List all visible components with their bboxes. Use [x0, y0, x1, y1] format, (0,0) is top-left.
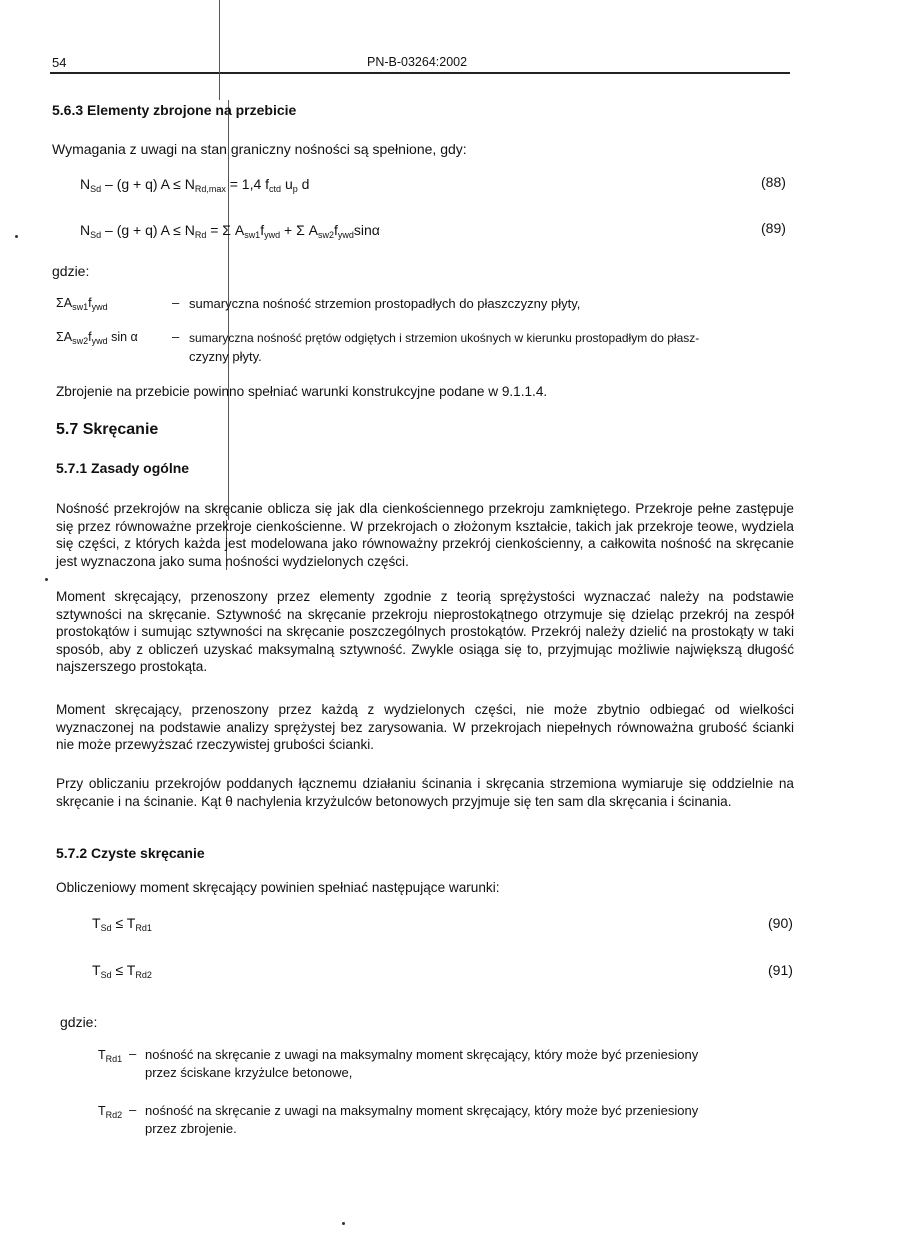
- section-heading-5-7-2: 5.7.2 Czyste skręcanie: [56, 845, 205, 861]
- paragraph-5-7-1-4: Przy obliczaniu przekrojów poddanych łącznemu działaniu ścinania i skręcania strzemiona wymiaruje się oddzielnie na skręcanie i na ścinanie. Kąt θ nachylenia krzyżulców betonowych przyjmuje się ten sam dla skręcania i ścinania.: [56, 776, 794, 809]
- definition-text-asw2-line2: czyzny płyty.: [189, 349, 262, 364]
- scan-line-artifact: [219, 0, 220, 100]
- equation-91: $T_{Sd} \le T_{Rd2}$: [92, 962, 152, 980]
- equation-number-89: (89): [761, 220, 786, 236]
- definition-dash: –: [172, 295, 180, 310]
- definition-dash: –: [172, 329, 180, 344]
- scan-dot-artifact: [15, 235, 18, 238]
- scan-dot-artifact: [342, 1222, 345, 1225]
- punching-closing-text: Zbrojenie na przebicie powinno spełniać warunki konstrukcyjne podane w 9.1.1.4.: [56, 384, 548, 399]
- definition-text-trd1-line2: przez ściskane krzyżulce betonowe,: [145, 1065, 353, 1080]
- definition-term-trd2: $T_{Rd2}$: [98, 1104, 123, 1120]
- definition-text-trd2-line1: nośność na skręcanie z uwagi na maksymalny moment skręcający, który może być przeniesiony: [145, 1103, 699, 1118]
- equation-88: $N_{Sd} - (g + q) A \le N_{Rd,max} = 1,4$ $f_{ctd}$ $u_p$ d: [80, 176, 310, 194]
- equation-89: $N_{Sd} - (g + q) A \le N_{Rd} = \Sigma$ $A_{sw1}f_{ywd} + \Sigma$ $A_{sw2}f_{ywd}\sin\alpha$: [80, 222, 380, 240]
- equation-number-91: (91): [768, 962, 793, 978]
- definition-dash: –: [129, 1102, 137, 1117]
- paragraph-5-7-1-1: Nośność przekrojów na skręcanie oblicza się jak dla cienkościennego przekroju zamkniętego. Przekroje pełne zastępuje się przez równoważne przekroje cienkościenne. W przekrojach o złożonym kształcie, takich jak przekroje teowe, wydziela się części, z których każda jest modelowana jako równoważny przekrój cienkościenny, a całkowita nośność na skręcanie jest wyznaczona jako suma nośności wydzielonych części.: [56, 501, 794, 569]
- header-rule: [50, 72, 790, 74]
- pure-torsion-intro: Obliczeniowy moment skręcający powinien spełniać następujące warunki:: [56, 880, 500, 895]
- where-label: gdzie:: [52, 263, 90, 279]
- definition-text-trd1-line1: nośność na skręcanie z uwagi na maksymalny moment skręcający, który może być przeniesiony: [145, 1047, 699, 1062]
- standard-code: PN-B-03264:2002: [367, 55, 468, 69]
- section-heading-5-6-3: 5.6.3 Elementy zbrojone na przebicie: [52, 102, 297, 118]
- section-heading-5-7: 5.7 Skręcanie: [56, 421, 159, 438]
- definition-term-trd1: $T_{Rd1}$: [98, 1048, 123, 1064]
- definition-text-asw2-line1: sumaryczna nośność prętów odgiętych i strzemion ukośnych w kierunku prostopadłym do płasz-: [189, 331, 700, 345]
- equation-90: $T_{Sd} \le T_{Rd1}$: [92, 915, 152, 933]
- equation-number-90: (90): [768, 915, 793, 931]
- definition-term-asw2: $\Sigma A_{sw2}f_{ywd}$ sin α: [56, 330, 138, 346]
- equation-number-88: (88): [761, 174, 786, 190]
- page-number: 54: [52, 55, 67, 70]
- scan-dot-artifact: [45, 578, 48, 581]
- paragraph-5-7-1-3: Moment skręcający, przenoszony przez każdą z wydzielonych części, nie może zbytnio odbiegać od wielkości wyznaczonej na podstawie analizy sprężystej bez zarysowania. W przekrojach niepełnych równoważna grubość ścianki nie może przewyższać rzeczywistej grubości ścianki.: [56, 702, 794, 752]
- definition-term-asw1: $\Sigma A_{sw1}f_{ywd}$: [56, 296, 108, 312]
- where-label: gdzie:: [60, 1014, 98, 1030]
- definition-dash: –: [129, 1046, 137, 1061]
- requirements-intro: Wymagania z uwagi na stan graniczny nośności są spełnione, gdy:: [52, 141, 467, 157]
- definition-text-asw1: sumaryczna nośność strzemion prostopadłych do płaszczyzny płyty,: [189, 296, 581, 311]
- section-heading-5-7-1: 5.7.1 Zasady ogólne: [56, 460, 190, 476]
- definition-text-trd2-line2: przez zbrojenie.: [145, 1121, 237, 1136]
- paragraph-5-7-1-2: Moment skręcający, przenoszony przez elementy zgodnie z teorią sprężystości wyznaczać należy na podstawie sztywności na skręcanie. Sztywność na skręcanie przekroju nieprostokątnego otrzymuje się dzieląc przekrój na zespół prostokątów i sumując sztywności na skręcanie poszczególnych prostokątów. Przekrój należy dzielić na prostokąty w taki sposób, aby z obliczeń uzyskać maksymalną sztywność. Zwykle osiąga się to, przyjmując możliwie największą długość najszerszego prostokąta.: [56, 589, 794, 674]
